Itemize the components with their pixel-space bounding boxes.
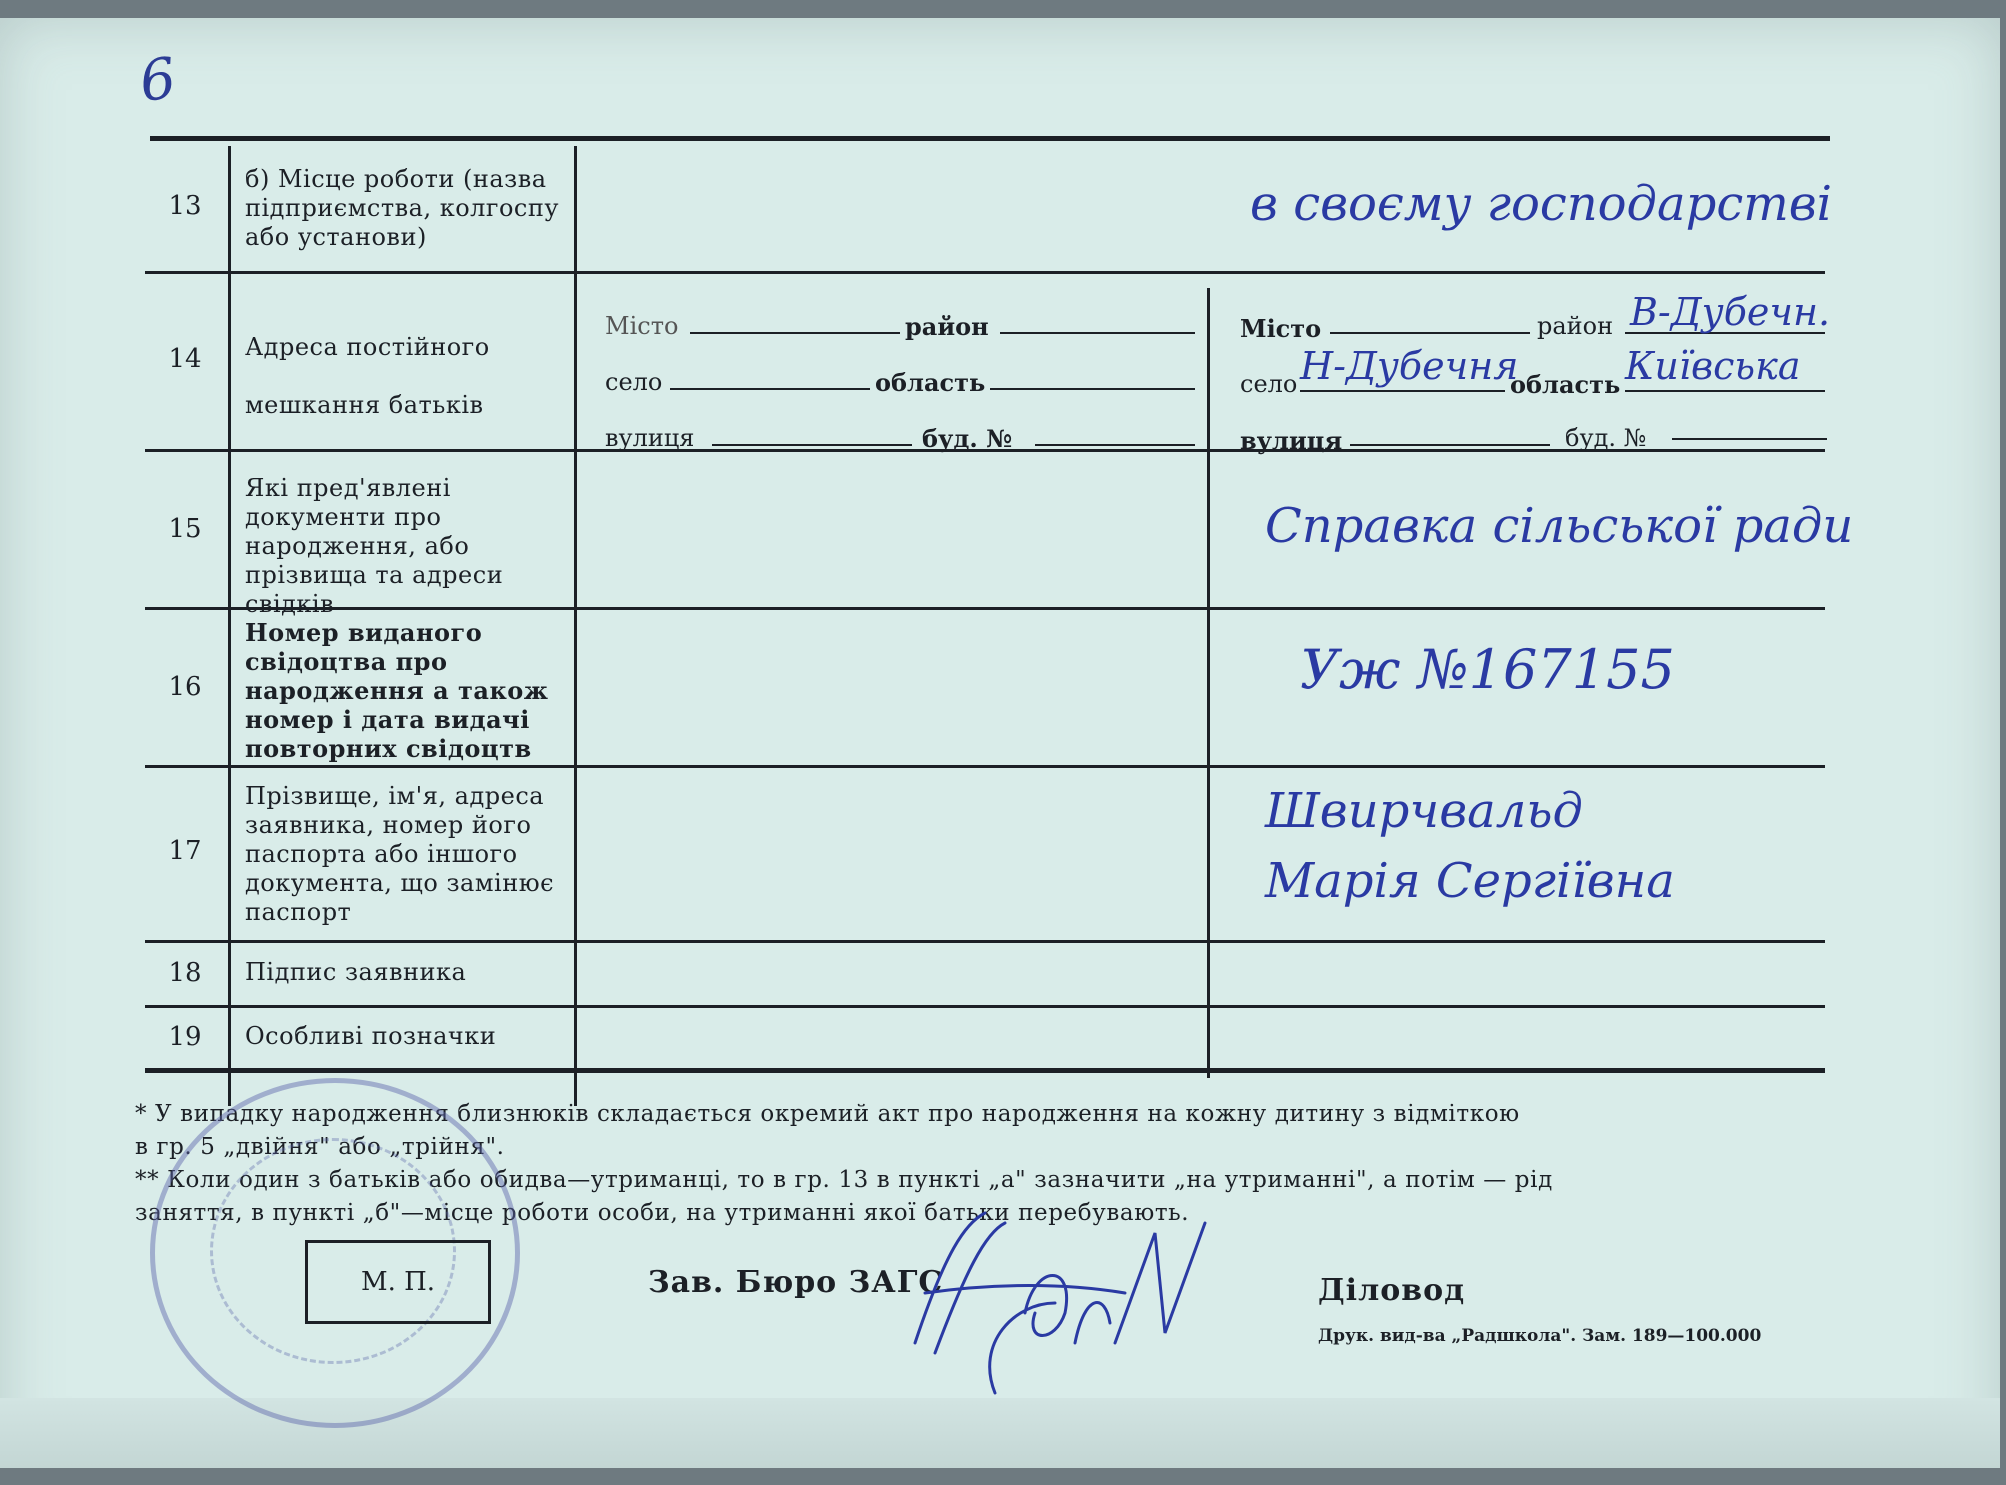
address-village-label-right: село (1240, 370, 1298, 398)
document-page (0, 18, 2000, 1468)
row-label: Прізвище, ім'я, адреса заявника, номер його паспорта або іншого документа, що замінює паспорт (245, 782, 555, 926)
footnote-line: ** Коли один з батьків або обидва—утриманці, то в гр. 13 в пункті „а" зазначити „на утриманні", а потім — рід (135, 1167, 1553, 1193)
address-house-line-left (1035, 444, 1195, 446)
address-village-line-left (670, 388, 870, 390)
handwritten-signature (905, 1193, 1235, 1403)
row-number: 17 (168, 836, 202, 866)
row-label: Номер виданого свідоцтва про народження а також номер і дата видачі повторних свідоцтв (245, 618, 549, 763)
row-number: 19 (168, 1022, 202, 1052)
address-street-label-right: вулиця (1240, 426, 1343, 455)
row-label: Підпис заявника (245, 958, 467, 986)
handwritten-workplace: в своєму господарстві (1250, 176, 1832, 232)
handwritten-region: Київська (1625, 344, 1801, 388)
row-number: 13 (168, 191, 202, 221)
address-region-label-left: область (875, 368, 986, 397)
row-number: 18 (168, 958, 202, 988)
row-label: б) Місце роботи (назва підприємства, колгоспу або установи) (245, 165, 559, 251)
row-number: 14 (168, 344, 202, 374)
handwritten-village: Н-Дубечня (1300, 344, 1519, 388)
handwritten-documents: Справка сільської ради (1265, 498, 1854, 554)
clerk-label: Діловод (1318, 1273, 1466, 1308)
footnote-line: в гр. 5 „двійня" або „трійня". (135, 1134, 505, 1160)
registry-head-label: Зав. Бюро ЗАГС (648, 1265, 944, 1300)
table-row-18 (145, 943, 1825, 1008)
address-district-label-left: район (905, 312, 989, 341)
row-number: 16 (168, 672, 202, 702)
address-house-label-right: буд. № (1565, 424, 1647, 452)
address-city-label-right: Місто (1240, 314, 1322, 343)
address-village-label-left: село (605, 368, 663, 396)
row-label: Які пред'явлені документи про народження, або прізвища та адреси свідків (245, 474, 504, 618)
address-street-label-left: вулиця (605, 424, 695, 452)
printer-imprint: Друк. вид-ва „Радшкола". Зам. 189—100.000 (1318, 1326, 1762, 1346)
address-region-line-left (990, 388, 1195, 390)
row-label-text: Адреса постійного мешкання батьків (245, 333, 490, 419)
footnote-line: * У випадку народження близнюків складається окремий акт про народження на кожну дитину з відміткою (135, 1101, 1520, 1127)
address-house-label-left: буд. № (922, 424, 1013, 453)
footnote-line: заняття, в пункті „б"—місце роботи особи, на утриманні якої батьки перебувають. (135, 1200, 1190, 1226)
address-street-line-right (1350, 444, 1550, 446)
address-district-label-right: район (1537, 312, 1614, 340)
handwritten-applicant-surname: Швирчвальд (1265, 783, 1583, 839)
address-village-line-right (1300, 390, 1505, 392)
row-label: Особливі позначки (245, 1022, 497, 1050)
row-label (245, 318, 575, 434)
address-district-line-left (1000, 332, 1195, 334)
page-number: 6 (135, 45, 180, 116)
stamp-place-box: М. П. (305, 1240, 491, 1324)
handwritten-applicant-name: Марія Сергіївна (1265, 853, 1675, 909)
address-street-line-left (712, 444, 912, 446)
table-row-19 (145, 1008, 1825, 1073)
address-region-label-right: область (1510, 370, 1621, 399)
handwritten-district: В-Дубечн. (1630, 290, 1831, 334)
address-city-line-right (1330, 332, 1530, 334)
address-city-label-left: Місто (605, 312, 679, 340)
row-number: 15 (168, 514, 202, 544)
address-city-line-left (690, 332, 900, 334)
handwritten-certificate-number: Уж №167155 (1300, 638, 1675, 701)
address-region-line-right (1625, 390, 1825, 392)
address-house-line-right (1672, 438, 1827, 440)
